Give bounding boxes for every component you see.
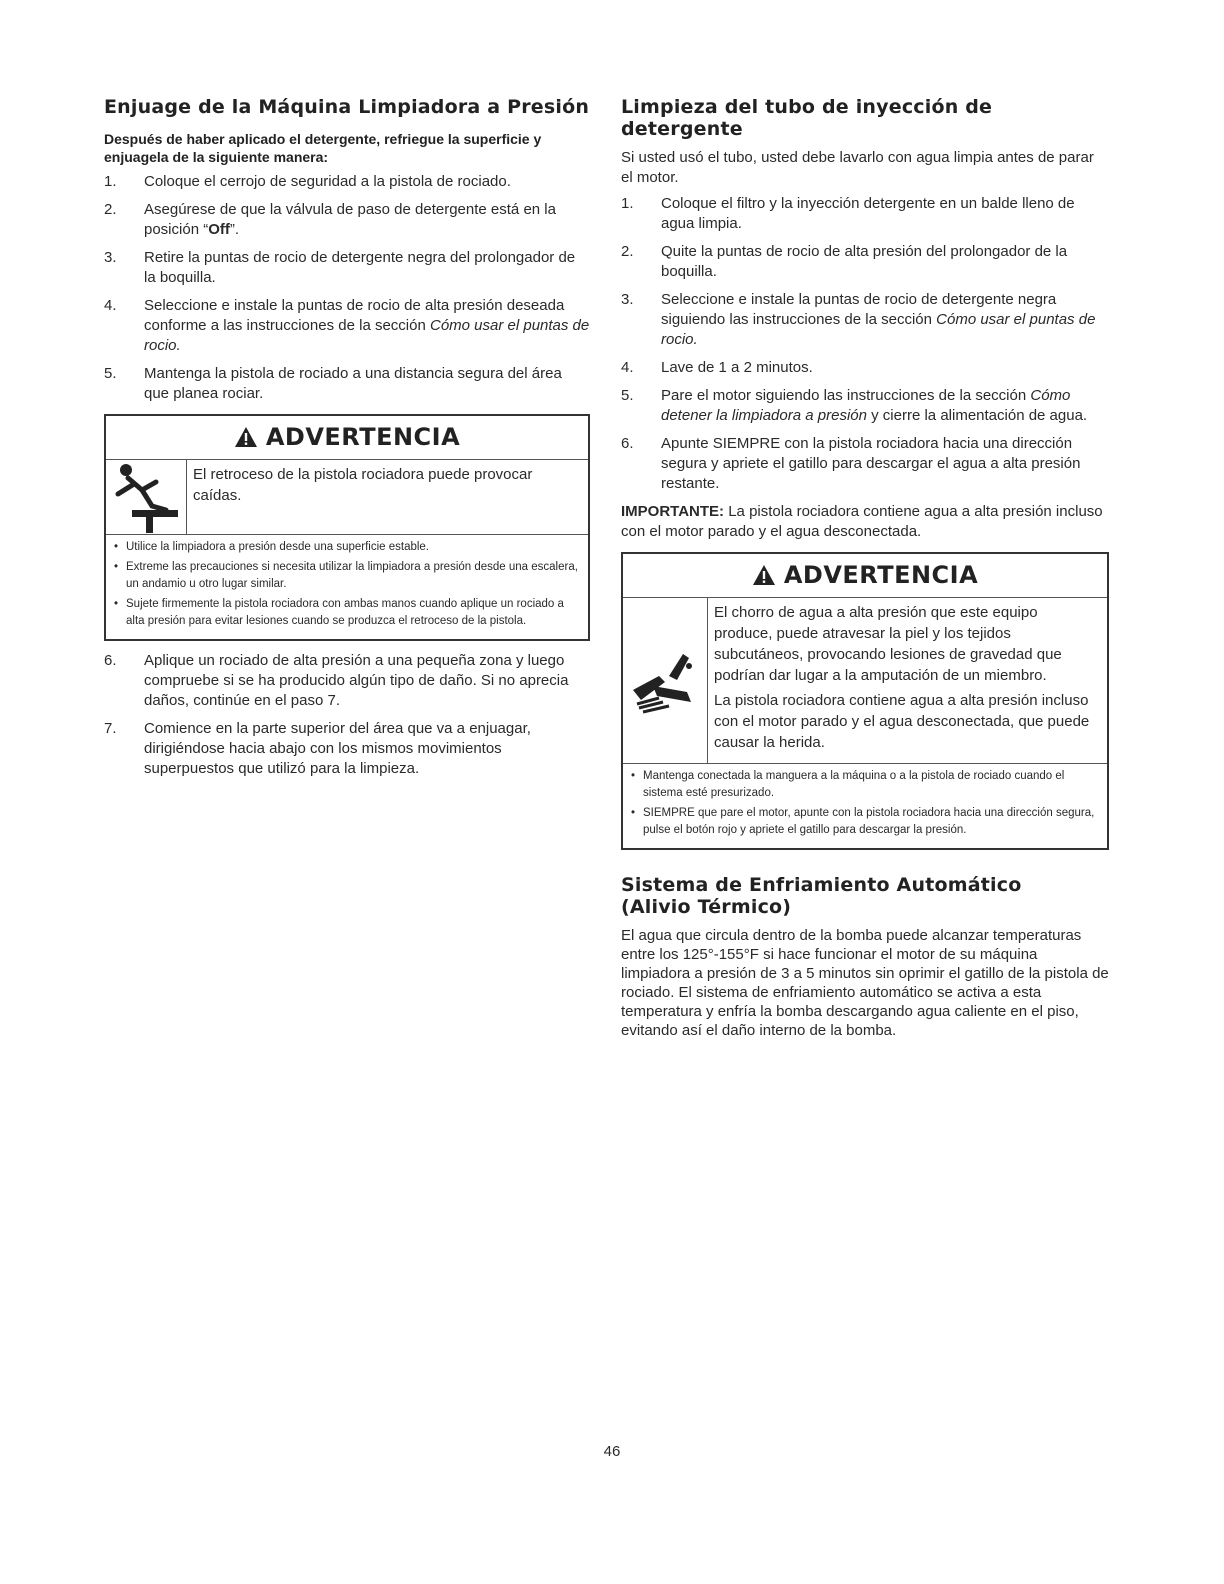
- warning-text: El retroceso de la pistola rociadora puede provocar caídas.: [193, 466, 533, 504]
- list-item: • Extreme las precauciones si necesita utilizar la limpiadora a presión desde una escalera, un andamio u otro lugar similar.: [114, 559, 580, 593]
- list-item: 2. Quite la puntas de rocio de alta presión del prolongador de la boquilla.: [621, 243, 1068, 280]
- list-item: 5. Mantenga la pistola de rociado a una distancia segura del área que planea rociar.: [104, 365, 562, 402]
- page-number: 46: [603, 1443, 621, 1460]
- list-item: 6. Apunte SIEMPRE con la pistola rociadora hacia una dirección segura y apriete el gatillo para descargar el agua a alta presión restante.: [621, 435, 1081, 492]
- warning-text: El chorro de agua a alta presión que este equipo produce, puede atravesar la piel y los tejidos subcutáneos, provocando lesiones de gravedad que podrían dar lugar a la amputación de un miembro. La pistola rociadora contiene agua a alta presión incluso con el motor parado y el agua desconectada, que puede causar la herida.: [714, 604, 1090, 751]
- list-item: 4. Lave de 1 a 2 minutos.: [621, 359, 813, 376]
- right-column: [621, 96, 1109, 1040]
- left-column: [104, 96, 590, 787]
- list-item: 2. Asegúrese de que la válvula de paso de detergente está en la posición “Off”.: [104, 201, 556, 238]
- section-title-cooling: Sistema de Enfriamiento Automático (Alivio Térmico): [621, 874, 1022, 918]
- list-item: 4. Seleccione e instale la puntas de rocio de alta presión deseada conforme a las instrucciones de la sección Cómo usar el puntas de rocio.: [104, 297, 590, 354]
- detergent-steps: [621, 194, 1109, 494]
- section-title-rinse: Enjuage de la Máquina Limpiadora a Presión: [104, 96, 590, 118]
- detergent-intro: Si usted usó el tubo, usted debe lavarlo con agua limpia antes de parar el motor.: [621, 149, 1094, 186]
- list-item: • Sujete firmemente la pistola rociadora con ambas manos cuando aplique un rociado a alta presión para evitar lesiones cuando se produzca el retroceso de la pistola.: [114, 596, 580, 630]
- warning-bullets: [106, 535, 588, 639]
- list-item: 3. Seleccione e instale la puntas de rocio de detergente negra siguiendo las instrucciones de la sección Cómo usar el puntas de rocio.: [621, 291, 1096, 348]
- list-item: 3. Retire la puntas de rocio de detergente negra del prolongador de la boquilla.: [104, 249, 576, 286]
- list-item: 7. Comience en la parte superior del área que va a enjuagar, dirigiéndose hacia abajo con los mismos movimientos superpuestos que utilizó para la limpieza.: [104, 720, 531, 777]
- list-item: 1. Coloque el filtro y la inyección detergente en un balde lleno de agua limpia.: [621, 195, 1075, 232]
- list-item: • Utilice la limpiadora a presión desde una superficie estable.: [114, 539, 580, 556]
- list-item: • SIEMPRE que pare el motor, apunte con la pistola rociadora hacia una dirección segura, pulse el botón rojo y apriete el gatillo para descargar la presión.: [631, 805, 1099, 839]
- rinse-steps-continued: [104, 651, 590, 779]
- warning-title: ADVERTENCIA: [623, 554, 1107, 598]
- list-item: 5. Pare el motor siguiendo las instrucciones de la sección Cómo detener la limpiadora a presión y cierre la alimentación de agua.: [621, 387, 1088, 424]
- warning-box-injection: [621, 552, 1109, 850]
- cooling-system-section: [621, 874, 1109, 1040]
- list-item: • Mantenga conectada la manguera a la máquina o a la pistola de rociado cuando el sistema esté presurizado.: [631, 768, 1099, 802]
- warning-box-recoil: [104, 414, 590, 641]
- list-item: 1. Coloque el cerrojo de seguridad a la pistola de rociado.: [104, 173, 511, 190]
- warning-triangle-icon: [752, 563, 776, 593]
- warning-bullets: [623, 764, 1107, 848]
- list-item: 6. Aplique un rociado de alta presión a una pequeña zona y luego compruebe si se ha producido algún tipo de daño. Si no aprecia daños, continúe en el paso 7.: [104, 652, 569, 709]
- rinse-steps: [104, 172, 590, 404]
- injection-hazard-icon: [623, 598, 708, 763]
- cooling-text: El agua que circula dentro de la bomba puede alcanzar temperaturas entre los 125°-155°F si hace funcionar el motor de su máquina limpiadora a presión de 3 a 5 minutos sin oprimir el gatillo de la pistola de rociado. El sistema de enfriamiento automático se activa a esta temperatura y enfría la bomba descargando agua caliente en el piso, evitando así el daño interno de la bomba.: [621, 927, 1109, 1039]
- warning-triangle-icon: [234, 425, 258, 455]
- important-note: IMPORTANTE: La pistola rociadora contiene agua a alta presión incluso con el motor parado y el agua desconectada.: [621, 503, 1103, 540]
- fall-hazard-icon: [106, 460, 187, 534]
- section-title-detergent-tube: Limpieza del tubo de inyección de detergente: [621, 96, 993, 140]
- rinse-subhead: Después de haber aplicado el detergente, refriegue la superficie y enjuagela de la siguiente manera:: [104, 131, 542, 165]
- warning-title: ADVERTENCIA: [106, 416, 588, 460]
